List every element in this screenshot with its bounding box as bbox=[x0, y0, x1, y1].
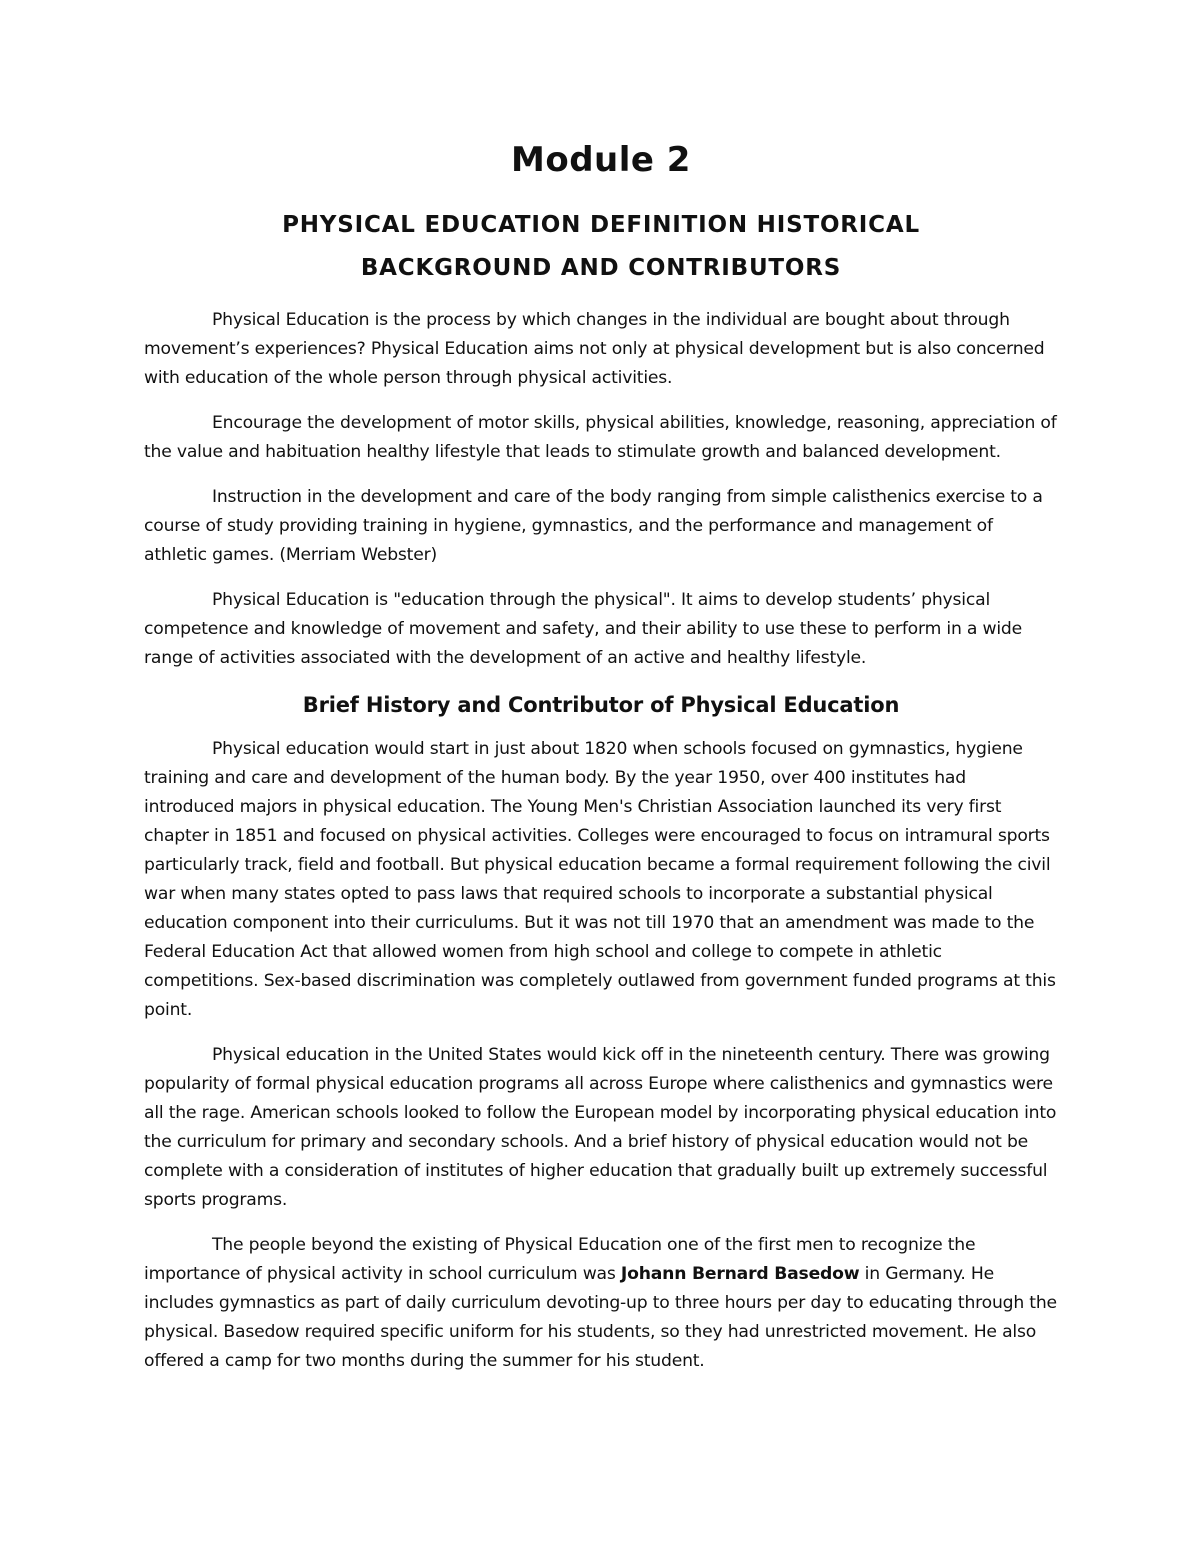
history-paragraph-1: Physical education would start in just about 1820 when schools focused on gymnastics, hygiene training and care and development of the human body. By the year 1950, over 400 institutes had introduced majors in physical education. The Young Men's Christian Association launched its very first chapter in 1851 and focused on physical activities. Colleges were encouraged to focus on intramural sports particularly track, field and football. But physical education became a formal requirement following the civil war when many states opted to pass laws that required schools to incorporate a substantial physical education component into their curriculums. But it was not till 1970 that an amendment was made to the Federal Education Act that allowed women from high school and college to compete in athletic competitions. Sex-based discrimination was completely outlawed from government funded programs at this point. bbox=[144, 739, 1056, 1020]
definition-paragraph-1: Physical Education is the process by which changes in the individual are bought about through movement’s experiences? Physical Education aims not only at physical development but is also concerned with education of the whole person through physical activities. bbox=[144, 310, 1045, 388]
module-title: Module 2 bbox=[511, 140, 691, 180]
history-heading: Brief History and Contributor of Physical Education bbox=[302, 693, 900, 717]
main-heading-line-1: PHYSICAL EDUCATION DEFINITION HISTORICAL bbox=[282, 212, 920, 238]
main-heading bbox=[144, 204, 1058, 290]
definition-paragraph-3: Instruction in the development and care of the body ranging from simple calisthenics exercise to a course of study providing training in hygiene, gymnastics, and the performance and management of athletic games. (Merriam Webster) bbox=[144, 487, 1043, 565]
contributor-text-before: The people beyond the existing of Physical Education one of the first men to recognize the importance of physical activity in school curriculum was bbox=[144, 1235, 976, 1284]
definition-paragraph-4: Physical Education is "education through the physical". It aims to develop students’ physical competence and knowledge of movement and safety, and their ability to use these to perform in a wide range of activities associated with the development of an active and healthy lifestyle. bbox=[144, 590, 1023, 668]
history-paragraph-2: Physical education in the United States would kick off in the nineteenth century. There was growing popularity of formal physical education programs all across Europe where calisthenics and gymnastics were all the rage. American schools looked to follow the European model by incorporating physical education into the curriculum for primary and secondary schools. And a brief history of physical education would not be complete with a consideration of institutes of higher education that gradually built up extremely successful sports programs. bbox=[144, 1045, 1057, 1210]
contributor-text-after: in Germany. He includes gymnastics as part of daily curriculum devoting-up to three hours per day to educating through the physical. Basedow required specific uniform for his students, so they had unrestricted movement. He also offered a camp for two months during the summer for his student. bbox=[144, 1264, 1057, 1371]
document-page bbox=[144, 140, 1058, 1392]
contributor-name: Johann Bernard Basedow bbox=[620, 1264, 860, 1284]
definition-paragraph-2: Encourage the development of motor skills, physical abilities, knowledge, reasoning, appreciation of the value and habituation healthy lifestyle that leads to stimulate growth and balanced development. bbox=[144, 413, 1057, 462]
contributor-paragraph bbox=[144, 1231, 1058, 1376]
main-heading-line-2: BACKGROUND AND CONTRIBUTORS bbox=[360, 255, 842, 281]
